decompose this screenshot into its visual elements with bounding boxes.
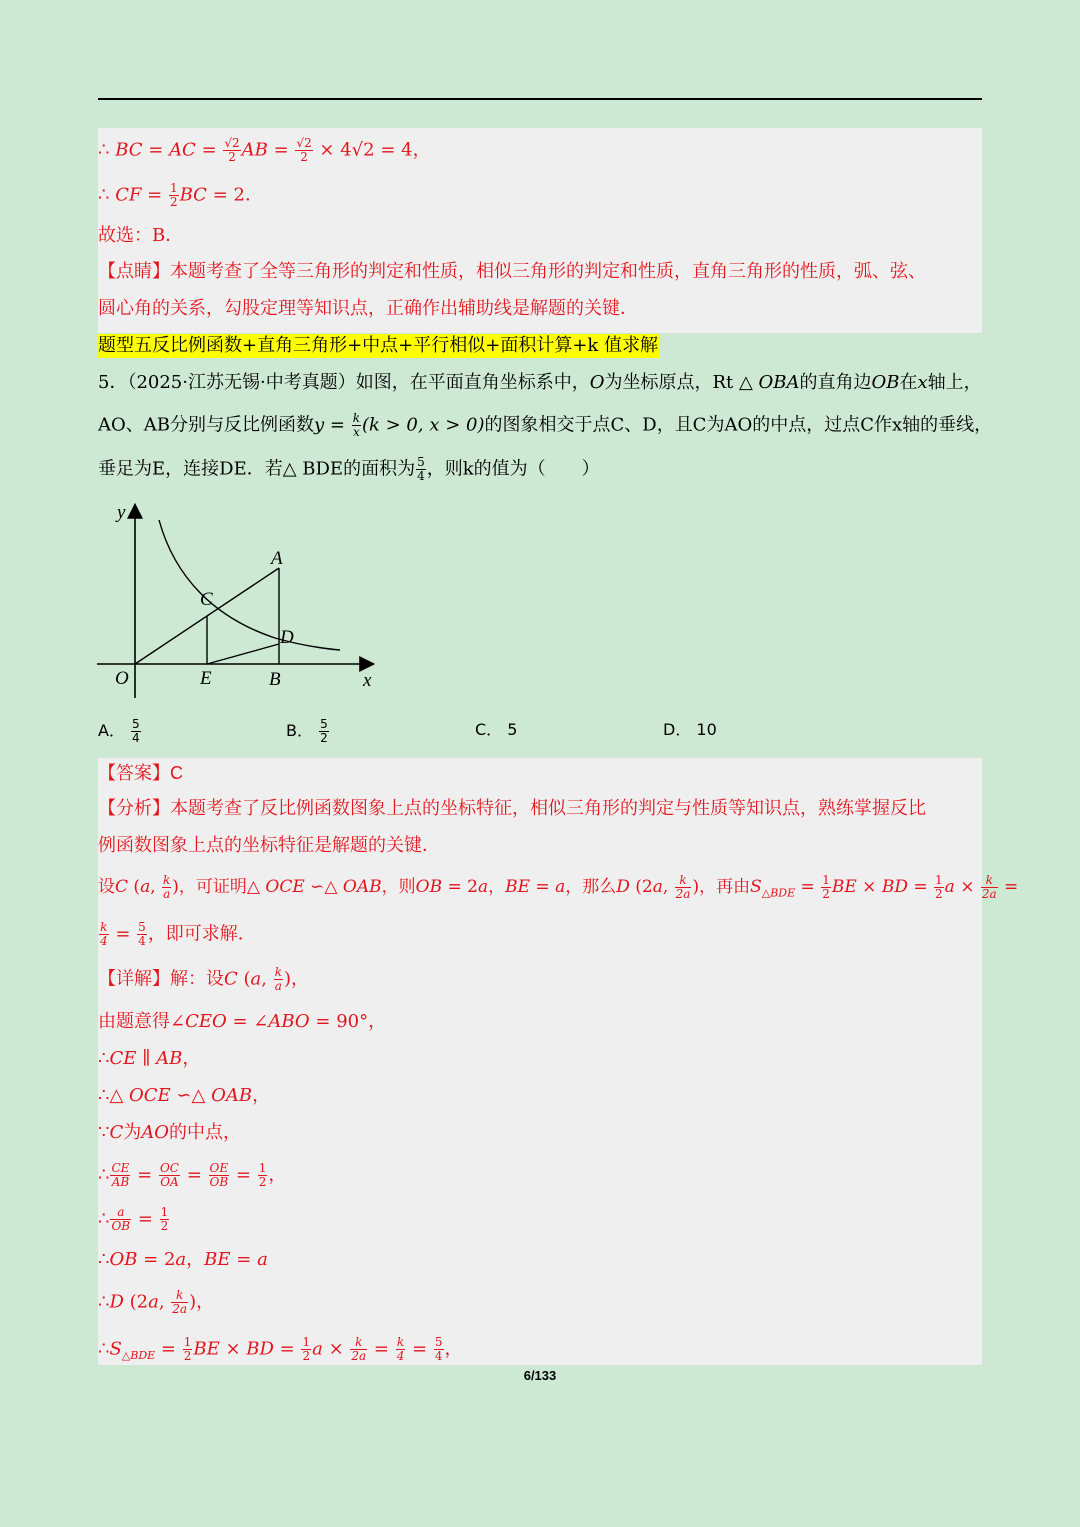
analysis-text-1: 本题考查了反比例函数图象上点的坐标特征，相似三角形的判定与性质等知识点，熟练掌握反比: [170, 798, 926, 819]
segment-ed: [207, 644, 279, 664]
analysis-tag: 【分析】: [98, 798, 170, 819]
option-a-letter: A．: [98, 721, 125, 740]
step-5: ∴ $\frac{CE}{AB}$ = $\frac{OC}{OA}$ = $\frac{OE}{OB}$ = $\frac{1}{2}$ ，: [98, 1161, 287, 1189]
section-title: 题型五反比例函数+直角三角形+中点+平行相似+面积计算+k 值求解: [98, 335, 659, 356]
step-9: $\therefore S_{\triangle BDE}$ = $\frac{1}{2}$ BE × BD = $\frac{1}{2}$ a × $\frac{k}{2a}$ = $\frac{k}{4}$ = $\frac{5}{4}$ ，: [98, 1335, 463, 1363]
question-line-3: [98, 456, 600, 483]
question-prefix: 5．（2025·江苏无锡·中考真题）如图，在平面直角坐标系中，: [98, 372, 590, 393]
detail-line: 【详解】解：设C (a, $\frac{k}{a}$ )，: [98, 965, 310, 993]
q-l3-a: 垂足为E，连接DE．若△ BDE的面积为: [98, 458, 416, 480]
setup-line-1: 设C (a, $\frac{k}{a}$ )，可证明△ OCE ∽△ OAB，则OB = 2a，BE = a，那么D (2a, $\frac{k}{2a}$ )，再由$S_{\triangle BDE}$ = $\frac{1}{2}$ BE × BD = $\frac{1}{2}$ a × $\frac{k}{2a}$ =: [98, 873, 1019, 901]
label-x: x: [363, 670, 372, 691]
label-o: O: [115, 668, 129, 689]
option-d: [663, 718, 717, 742]
option-a: [98, 718, 142, 745]
coordinate-figure: [95, 498, 385, 698]
label-a: A: [271, 548, 283, 569]
step-2: ∴CE ∥ AB，: [98, 1048, 201, 1069]
q-frac-x: x: [352, 425, 360, 439]
option-b-letter: B．: [286, 721, 313, 740]
q-area-num: 5: [417, 455, 425, 469]
q-cond: (k > 0, x > 0): [361, 414, 485, 436]
option-b-num: 5: [320, 717, 328, 731]
step-6: ∴ $\frac{a}{OB}$ = $\frac{1}{2}$: [98, 1205, 169, 1233]
option-a-den: 4: [132, 731, 140, 745]
label-b: B: [269, 669, 281, 690]
step-4: ∵C为AO的中点，: [98, 1122, 241, 1143]
option-a-num: 5: [132, 717, 140, 731]
choice-line: 故选：B．: [98, 225, 184, 246]
q-mid2: 的直角边: [799, 372, 872, 393]
step-7: ∴OB = 2a，BE = a: [98, 1249, 268, 1270]
q-mid: 为坐标原点，Rt △: [604, 372, 759, 393]
q-frac-k: k: [352, 411, 360, 425]
option-c: [475, 718, 517, 742]
option-c-text: 5: [507, 720, 518, 739]
q-ob: OB: [871, 372, 900, 393]
option-b: [286, 718, 330, 745]
analysis-line-2: 例函数图象上点的坐标特征是解题的关键．: [98, 835, 440, 856]
header-rule: [98, 98, 982, 100]
q-l3-b: ，则k的值为（ ）: [426, 458, 600, 480]
comment-line-1: [98, 260, 926, 284]
answer-tag: 【答案】: [98, 763, 170, 784]
comment-tag: 【点睛】: [98, 261, 170, 282]
q-origin: O: [589, 372, 605, 393]
q-x: x: [917, 372, 928, 393]
answer-value: C: [170, 763, 183, 783]
option-d-text: 10: [696, 720, 717, 739]
q-area-den: 4: [417, 469, 425, 483]
solution-line-2: ∴ CF = $\frac{1}{2}$ BC = 2．: [98, 181, 263, 209]
detail-tag: 【详解】: [98, 968, 170, 990]
q-oba: OBA: [758, 372, 800, 393]
step-8: ∴D (2a, $\frac{k}{2a}$ )，: [98, 1288, 215, 1316]
step-3: ∴△ OCE ∽△ OAB，: [98, 1085, 271, 1106]
comment-text-1: 本题考查了全等三角形的判定和性质，相似三角形的判定和性质，直角三角形的性质，弧、弦、: [170, 261, 926, 282]
q-mid3: 在: [899, 372, 918, 393]
answer-line: [98, 761, 183, 786]
q-l2-a: AO、AB分别与反比例函数: [98, 414, 314, 436]
question-line-2: [98, 412, 992, 439]
label-e: E: [200, 668, 212, 689]
label-d: D: [280, 627, 294, 648]
option-c-letter: C．: [475, 720, 503, 739]
step-1: 由题意得∠CEO = ∠ABO = 90°，: [98, 1011, 387, 1032]
comment-line-2: 圆心角的关系，勾股定理等知识点，正确作出辅助线是解题的关键．: [98, 298, 638, 319]
label-y: y: [117, 502, 126, 523]
analysis-line-1: [98, 797, 926, 821]
solution-line-1: ∴ BC = AC = $\frac{√2}{2}$ AB = $\frac{√2}{2}$ × 4√2 = 4，: [98, 136, 431, 164]
option-d-letter: D．: [663, 720, 692, 739]
setup-line-2: $\frac{k}{4}$ = $\frac{5}{4}$ ，即可求解．: [100, 920, 256, 948]
q-end: 轴上，: [927, 372, 982, 393]
label-c: C: [200, 589, 213, 610]
q-func: y =: [313, 414, 351, 436]
page-number: 6/133: [523, 1368, 557, 1383]
option-b-den: 2: [320, 731, 328, 745]
question-line-1: [98, 371, 982, 395]
q-l2-b: 的图象相交于点C、D，且C为AO的中点，过点C作x轴的垂线，: [484, 414, 993, 436]
